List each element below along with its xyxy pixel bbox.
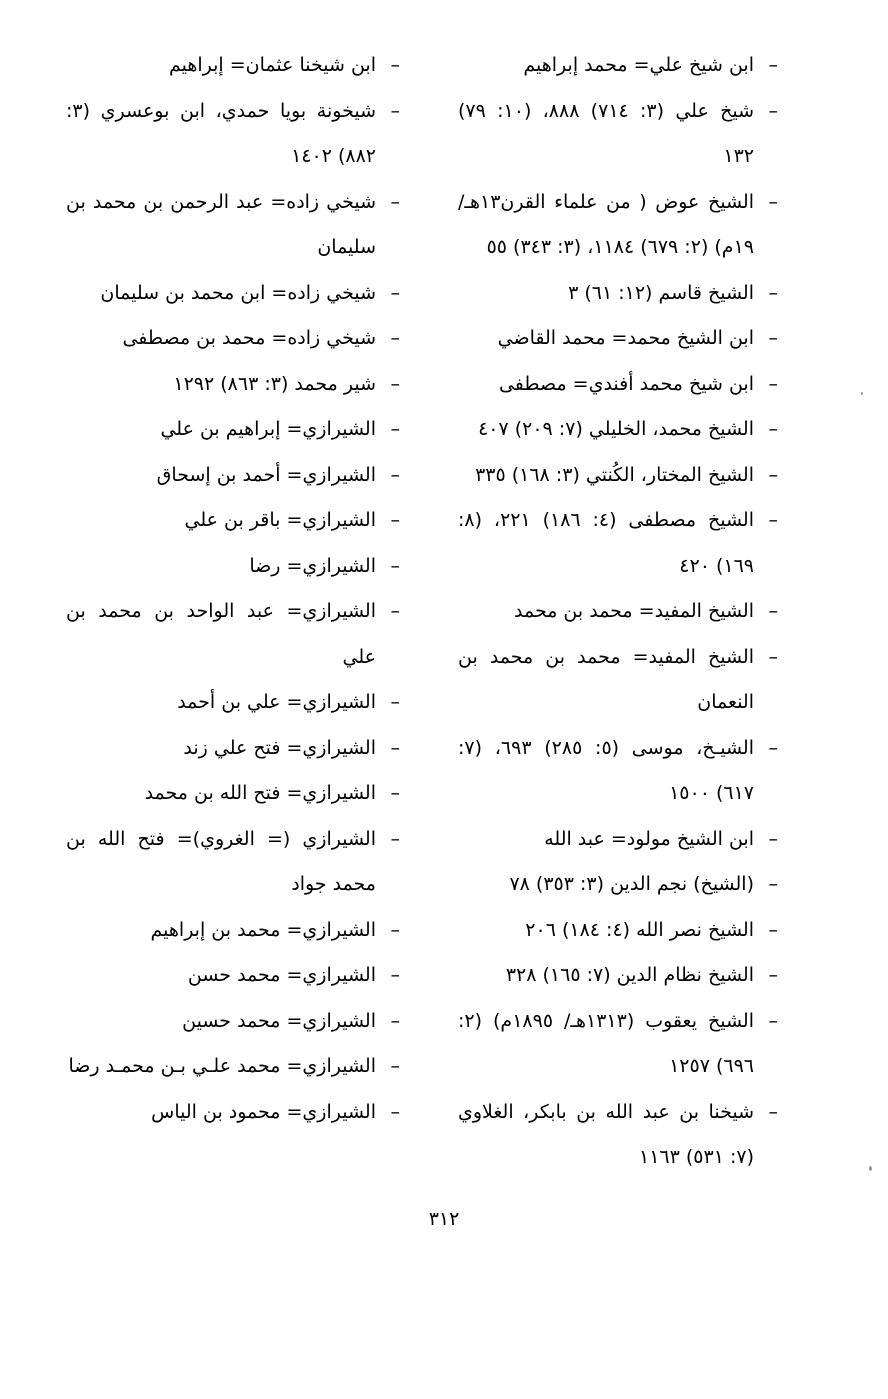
- left-column: [66, 43, 402, 1135]
- index-entry: – شيخ علي (٣: ٧١٤) ٨٨٨، (١٠: ٧٩) ١٣٢: [458, 89, 780, 180]
- index-entry: – الشيخ المفيد= محمد بن محمد بن النعمان: [458, 635, 780, 726]
- index-entry: – الشيـخ، موسى (٥: ٢٨٥) ٦٩٣، (٧: ٦١٧) ١٥٠٠: [458, 726, 780, 817]
- index-entry: – الشيرازي= محمود بن الياس: [66, 1090, 402, 1136]
- page-number: ٣١٢: [428, 1208, 460, 1230]
- index-entry: – ابن الشيخ مولود= عبد الله: [458, 817, 780, 863]
- index-entry: – الشيرازي= محمد علـي بـن محمـد رضا: [66, 1044, 402, 1090]
- index-entry: – الشيرازي= إبراهيم بن علي: [66, 407, 402, 453]
- index-entry: – (الشيخ) نجم الدين (٣: ٣٥٣) ٧٨: [458, 862, 780, 908]
- index-entry: – الشيرازي= علي بن أحمد: [66, 680, 402, 726]
- index-entry: – الشيرازي= فتح الله بن محمد: [66, 771, 402, 817]
- index-entry: – شيخونة بويا حمدي، ابن بوعسري (٣: ٨٨٢) ١٤٠٢: [66, 89, 402, 180]
- index-entry: – شيخي زاده= عبد الرحمن بن محمد بن سليمان: [66, 180, 402, 271]
- index-entry: – الشيخ قاسم (١٢: ٦١) ٣: [458, 271, 780, 317]
- index-entry: – الشيرازي= محمد حسين: [66, 999, 402, 1045]
- right-column: [458, 43, 780, 1181]
- index-entry: – الشيخ المختار، الكُنتي (٣: ١٦٨) ٣٣٥: [458, 453, 780, 499]
- index-entry: – الشيرازي= عبد الواحد بن محمد بن علي: [66, 589, 402, 680]
- index-entry: – الشيخ المفيد= محمد بن محمد: [458, 589, 780, 635]
- index-entry: – الشيرازي= محمد حسن: [66, 953, 402, 999]
- index-entry: – شيخي زاده= ابن محمد بن سليمان: [66, 271, 402, 317]
- scan-speck: [861, 392, 863, 395]
- index-entry: – الشيخ عوض ( من علماء القرن١٣هـ/ ١٩م) (٢: ٦٧٩) ١١٨٤، (٣: ٣٤٣) ٥٥: [458, 180, 780, 271]
- index-entry: – ابن شيخنا عثمان= إبراهيم: [66, 43, 402, 89]
- index-entry: – الشيرازي= محمد بن إبراهيم: [66, 908, 402, 954]
- index-entry: – الشيخ نظام الدين (٧: ١٦٥) ٣٢٨: [458, 953, 780, 999]
- index-entry: – الشيخ محمد، الخليلي (٧: ٢٠٩) ٤٠٧: [458, 407, 780, 453]
- index-entry: – الشيرازي= رضا: [66, 544, 402, 590]
- index-entry: – شيخنا بن عبد الله بن بابكر، الغلاوي (٧: ٥٣١) ١١٦٣: [458, 1090, 780, 1181]
- index-entry: – ابن شيخ محمد أفندي= مصطفى: [458, 362, 780, 408]
- index-entry: – الشيخ نصر الله (٤: ١٨٤) ٢٠٦: [458, 908, 780, 954]
- index-entry: – الشيخ يعقوب (١٣١٣هـ/ ١٨٩٥م) (٢: ٦٩٦) ١٢٥٧: [458, 999, 780, 1090]
- index-entry: – ابن الشيخ محمد= محمد القاضي: [458, 316, 780, 362]
- index-entry: – شيخي زاده= محمد بن مصطفى: [66, 316, 402, 362]
- index-entry: – الشيرازي= باقر بن علي: [66, 498, 402, 544]
- index-entry: – شير محمد (٣: ٨٦٣) ١٢٩٢: [66, 362, 402, 408]
- index-entry: – ابن شيخ علي= محمد إبراهيم: [458, 43, 780, 89]
- index-entry: – الشيرازي= أحمد بن إسحاق: [66, 453, 402, 499]
- index-entry: – الشيرازي= فتح علي زند: [66, 726, 402, 772]
- index-entry: – الشيرازي (= الغروي)= فتح الله بن محمد جواد: [66, 817, 402, 908]
- index-entry: – الشيخ مصطفى (٤: ١٨٦) ٢٢١، (٨: ١٦٩) ٤٢٠: [458, 498, 780, 589]
- scan-speck: [869, 1166, 872, 1171]
